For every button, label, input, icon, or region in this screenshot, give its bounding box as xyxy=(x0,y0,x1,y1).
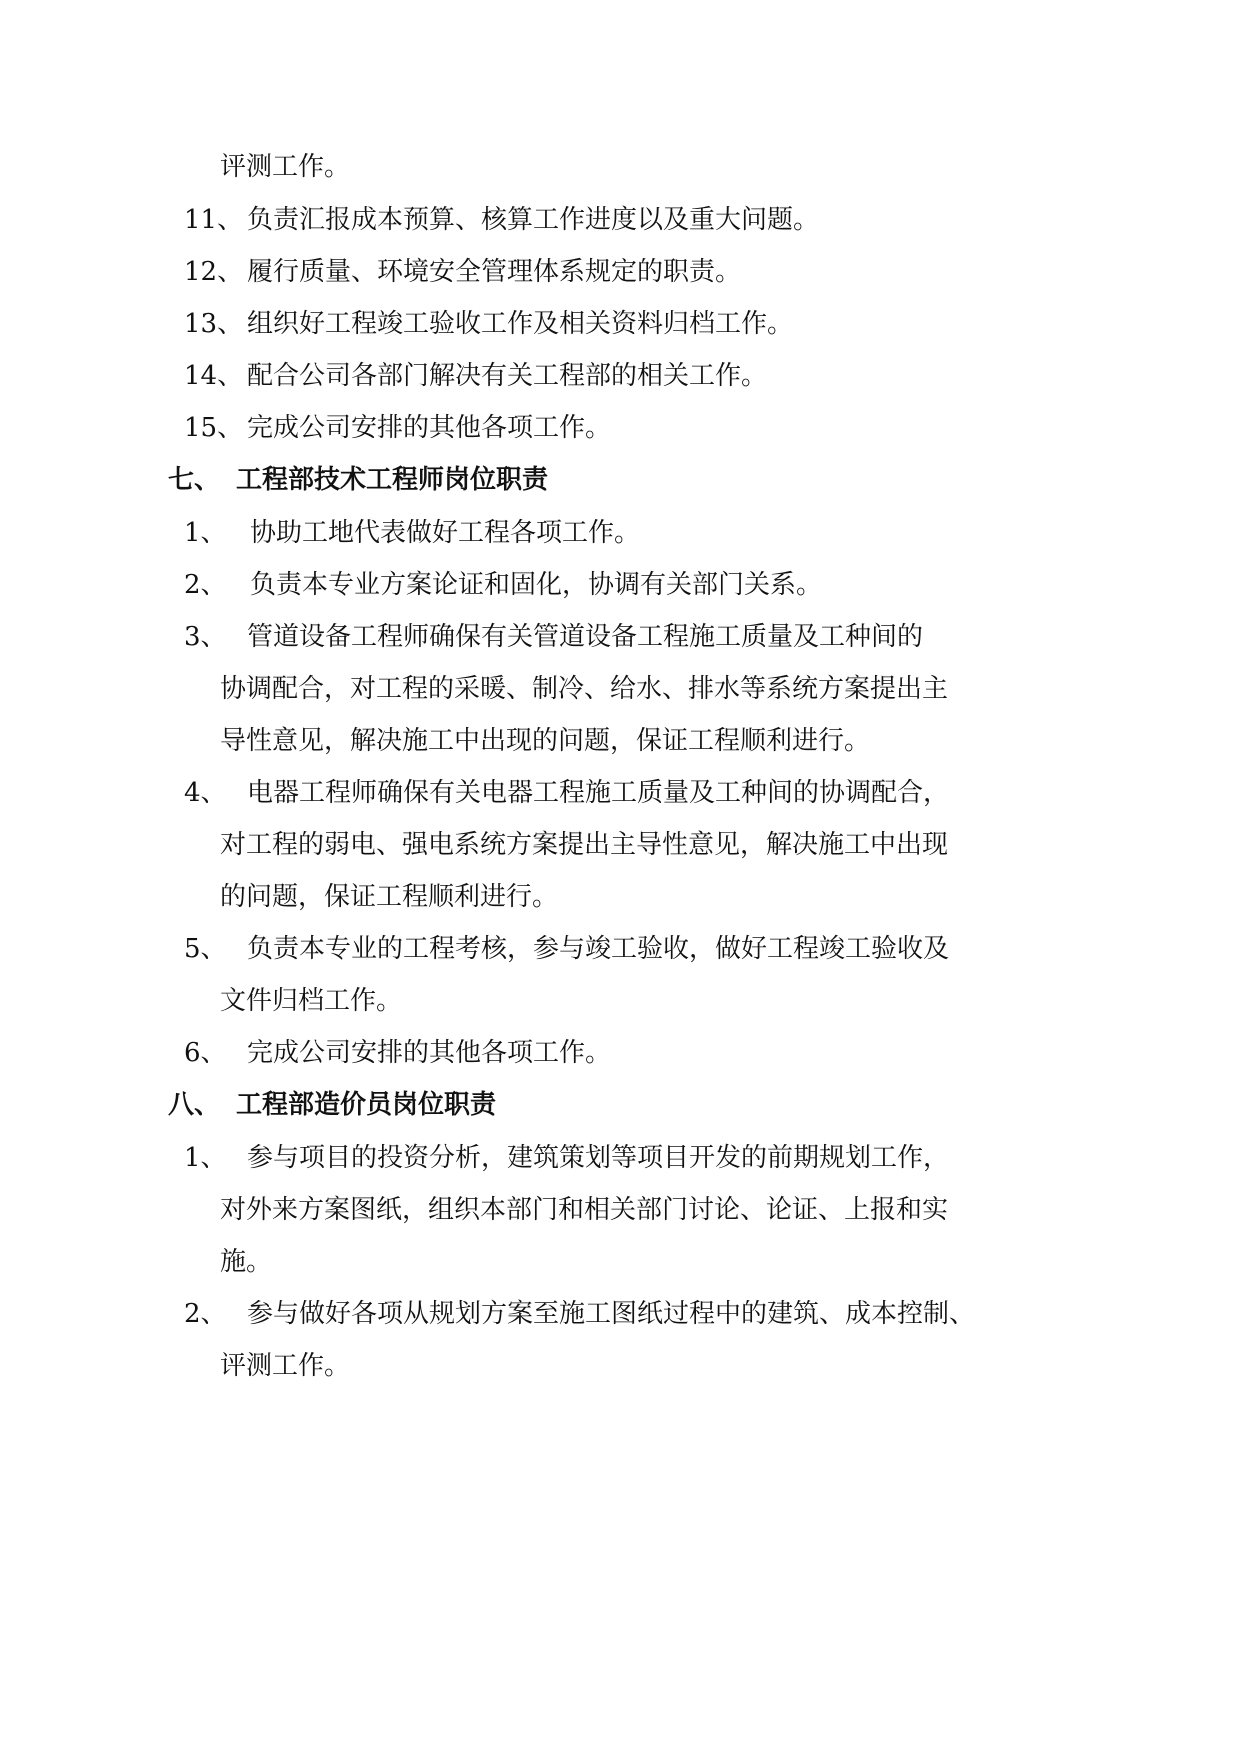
item-text: 评测工作。 xyxy=(220,1351,351,1381)
item-text: 完成公司安排的其他各项工作。 xyxy=(247,1038,612,1068)
item-number: 1、 xyxy=(184,518,227,548)
item-text: 对工程的弱电、强电系统方案提出主导性意见，解决施工中出现 xyxy=(220,830,949,860)
item-text: 电器工程师确保有关电器工程施工质量及工种间的协调配合， xyxy=(247,778,950,808)
item-text: 参与做好各项从规划方案至施工图纸过程中的建筑、成本控制、 xyxy=(247,1299,976,1329)
item-text: 协调配合，对工程的采暖、制冷、给水、排水等系统方案提出主 xyxy=(220,674,949,704)
item-number: 14、 xyxy=(184,361,244,391)
item-text: 负责本专业的工程考核，参与竣工验收，做好工程竣工验收及 xyxy=(247,934,950,964)
item-number: 1、 xyxy=(184,1143,227,1173)
item-text: 配合公司各部门解决有关工程部的相关工作。 xyxy=(247,361,768,391)
section-heading: 工程部技术工程师岗位职责 xyxy=(236,465,549,495)
item-text: 的问题，保证工程顺利进行。 xyxy=(220,882,559,912)
item-number: 6、 xyxy=(184,1038,227,1068)
item-number: 11、 xyxy=(184,205,244,235)
continuation-line: 评测工作。 xyxy=(220,152,351,182)
item-text: 负责汇报成本预算、核算工作进度以及重大问题。 xyxy=(247,205,820,235)
section-number: 七、 xyxy=(168,465,221,495)
item-number: 5、 xyxy=(184,934,227,964)
item-text: 施。 xyxy=(220,1247,273,1277)
item-number: 12、 xyxy=(184,257,244,287)
section-number: 八、 xyxy=(168,1090,221,1120)
item-number: 2、 xyxy=(184,570,227,600)
section-heading: 工程部造价员岗位职责 xyxy=(236,1090,497,1120)
item-number: 15、 xyxy=(184,413,244,443)
item-number: 4、 xyxy=(184,778,227,808)
item-text: 负责本专业方案论证和固化，协调有关部门关系。 xyxy=(250,570,823,600)
item-text: 协助工地代表做好工程各项工作。 xyxy=(250,518,641,548)
item-text: 履行质量、环境安全管理体系规定的职责。 xyxy=(247,257,742,287)
item-text: 对外来方案图纸，组织本部门和相关部门讨论、论证、上报和实 xyxy=(220,1195,949,1225)
item-text: 组织好工程竣工验收工作及相关资料归档工作。 xyxy=(247,309,794,339)
item-text: 文件归档工作。 xyxy=(220,986,403,1016)
item-text: 导性意见，解决施工中出现的问题，保证工程顺利进行。 xyxy=(220,726,871,756)
item-number: 3、 xyxy=(184,622,227,652)
item-text: 管道设备工程师确保有关管道设备工程施工质量及工种间的 xyxy=(247,622,924,652)
item-number: 13、 xyxy=(184,309,244,339)
item-number: 2、 xyxy=(184,1299,227,1329)
item-text: 完成公司安排的其他各项工作。 xyxy=(247,413,612,443)
item-text: 参与项目的投资分析，建筑策划等项目开发的前期规划工作， xyxy=(247,1143,950,1173)
